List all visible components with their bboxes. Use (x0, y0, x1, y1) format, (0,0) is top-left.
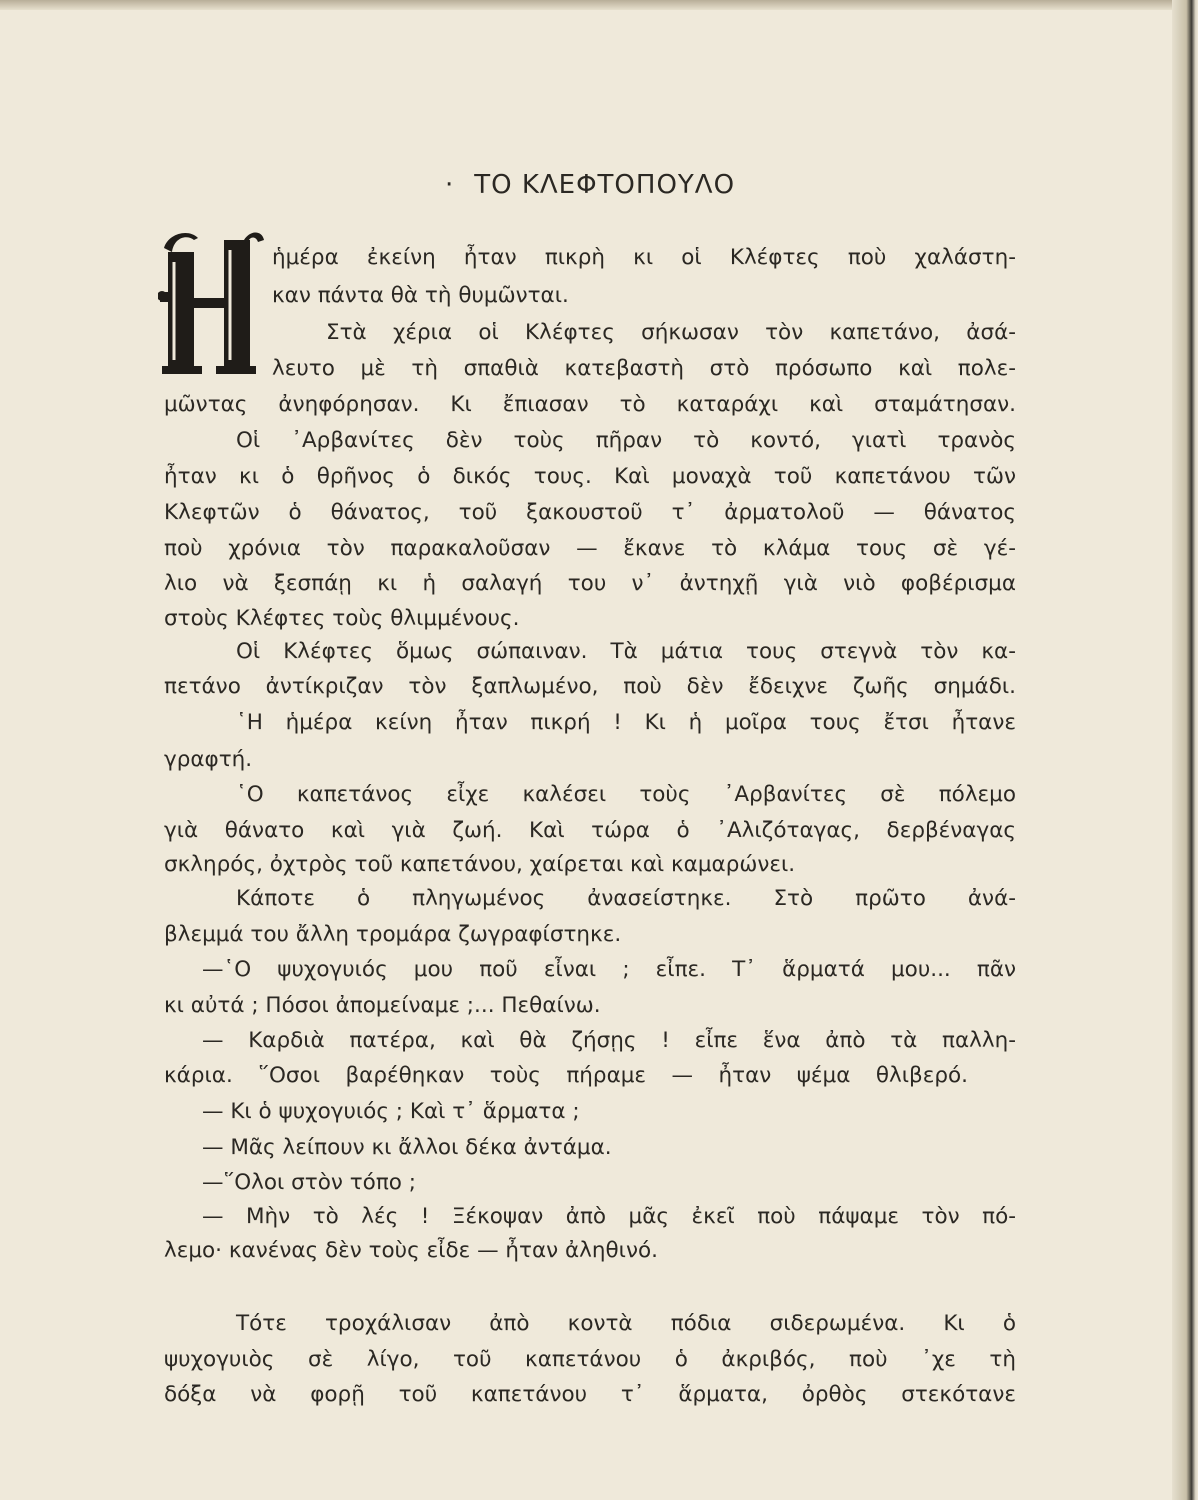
text-line: μῶντας ἀνηφόρησαν. Κι ἔπιασαν τὸ καταράχι καὶ σταμάτησαν. (164, 392, 1016, 417)
text-line: Οἱ Κλέφτες ὅμως σώπαιναν. Τὰ μάτια τους στεγνὰ τὸν κα- (236, 639, 1016, 664)
text-line: Οἱ ᾿Αρβανίτες δὲν τοὺς πῆραν τὸ κοντό, γιατὶ τρανὸς (236, 428, 1016, 453)
text-line: δόξα νὰ φορῇ τοῦ καπετάνου τ᾿ ἅρματα, ὀρθὸς στεκότανε (164, 1382, 1016, 1407)
text-line: κι αὐτά ; Πόσοι ἀπομείναμε ;... Πεθαίνω. (164, 993, 601, 1018)
text-line: —῞Ολοι στὸν τόπο ; (202, 1170, 417, 1195)
text-line: — Κι ὁ ψυχογυιός ; Καὶ τ᾿ ἅρματα ; (202, 1099, 580, 1124)
text-line: — Μᾶς λείπουν κι ἄλλοι δέκα ἀντάμα. (202, 1135, 612, 1160)
text-line: ἡμέρα ἐκείνη ἦταν πικρὴ κι οἱ Κλέφτες ποὺ χαλάστη- (272, 245, 1016, 270)
text-line: ἦταν κι ὁ θρῆνος ὁ δικός τους. Καὶ μοναχὰ τοῦ καπετάνου τῶν (164, 464, 1016, 489)
text-line: λιο νὰ ξεσπάῃ κι ἡ σαλαγή του ν᾿ ἀντηχῇ γιὰ νιὸ φοβέρισμα (164, 571, 1016, 596)
text-line: — Μὴν τὸ λές ! Ξέκοψαν ἀπὸ μᾶς ἐκεῖ ποὺ πάψαμε τὸν πό- (202, 1204, 1016, 1229)
text-line: γιὰ θάνατο καὶ γιὰ ζωή. Καὶ τώρα ὁ ᾿Αλιζόταγας, δερβέναγας (164, 818, 1016, 843)
text-line: λευτο μὲ τὴ σπαθιὰ κατεβαστὴ στὸ πρόσωπο καὶ πολε- (272, 356, 1016, 381)
text-line: γραφτή. (164, 747, 253, 772)
text-line: —῾Ο ψυχογυιός μου ποῦ εἶναι ; εἶπε. Τ᾿ ἅρματά μου... πᾶν (202, 957, 1016, 982)
text-line: ῾Η ἡμέρα κείνη ἦταν πικρή ! Κι ἡ μοῖρα τους ἔτσι ἦτανε (236, 710, 1016, 735)
text-line: ψυχογυιὸς σὲ λίγο, τοῦ καπετάνου ὁ ἀκριβός, ποὺ ᾿χε τὴ (164, 1347, 1016, 1372)
text-line: — Καρδιὰ πατέρα, καὶ θὰ ζήσῃς ! εἶπε ἕνα ἀπὸ τὰ παλλη- (202, 1028, 1016, 1053)
text-line: στοὺς Κλέφτες τοὺς θλιμμένους. (164, 606, 520, 631)
text-line: πετάνο ἀντίκριζαν τὸν ξαπλωμένο, ποὺ δὲν ἔδειχνε ζωῆς σημάδι. (164, 674, 1016, 699)
chapter-title (0, 170, 1180, 200)
title-dot: · (444, 170, 455, 200)
text-line: Στὰ χέρια οἱ Κλέφτες σήκωσαν τὸν καπετάνο, ἀσά- (326, 320, 1016, 345)
ornamental-dropcap-icon (158, 226, 266, 378)
text-line: Τότε τροχάλισαν ἀπὸ κοντὰ πόδια σιδερωμένα. Κι ὁ (236, 1311, 1016, 1336)
text-line: Κάποτε ὁ πληγωμένος ἀνασείστηκε. Στὸ πρῶτο ἀνά- (236, 886, 1016, 911)
book-binding-edge (1172, 0, 1198, 1500)
title-text: ΤΟ ΚΛΕΦΤΟΠΟΥΛΟ (474, 170, 736, 200)
text-line: Κλεφτῶν ὁ θάνατος, τοῦ ξακουστοῦ τ᾿ ἀρματολοῦ — θάνατος (164, 500, 1016, 525)
text-line: βλεμμά του ἄλλη τρομάρα ζωγραφίστηκε. (164, 922, 622, 947)
text-line: λεμο· κανένας δὲν τοὺς εἶδε — ἦταν ἀληθινό. (164, 1238, 658, 1263)
text-line: ποὺ χρόνια τὸν παρακαλοῦσαν — ἔκανε τὸ κλάμα τους σὲ γέ- (164, 536, 1016, 561)
text-line: κάρια. ῞Οσοι βαρέθηκαν τοὺς πήραμε — ἦταν ψέμα θλιβερό. (164, 1063, 968, 1088)
text-line: σκληρός, ὀχτρὸς τοῦ καπετάνου, χαίρεται καὶ καμαρώνει. (164, 852, 796, 877)
text-line: καν πάντα θὰ τὴ θυμῶνται. (272, 283, 569, 308)
text-line: ῾Ο καπετάνος εἶχε καλέσει τοὺς ᾿Αρβανίτες σὲ πόλεμο (236, 782, 1016, 807)
page-top-edge (0, 0, 1198, 10)
